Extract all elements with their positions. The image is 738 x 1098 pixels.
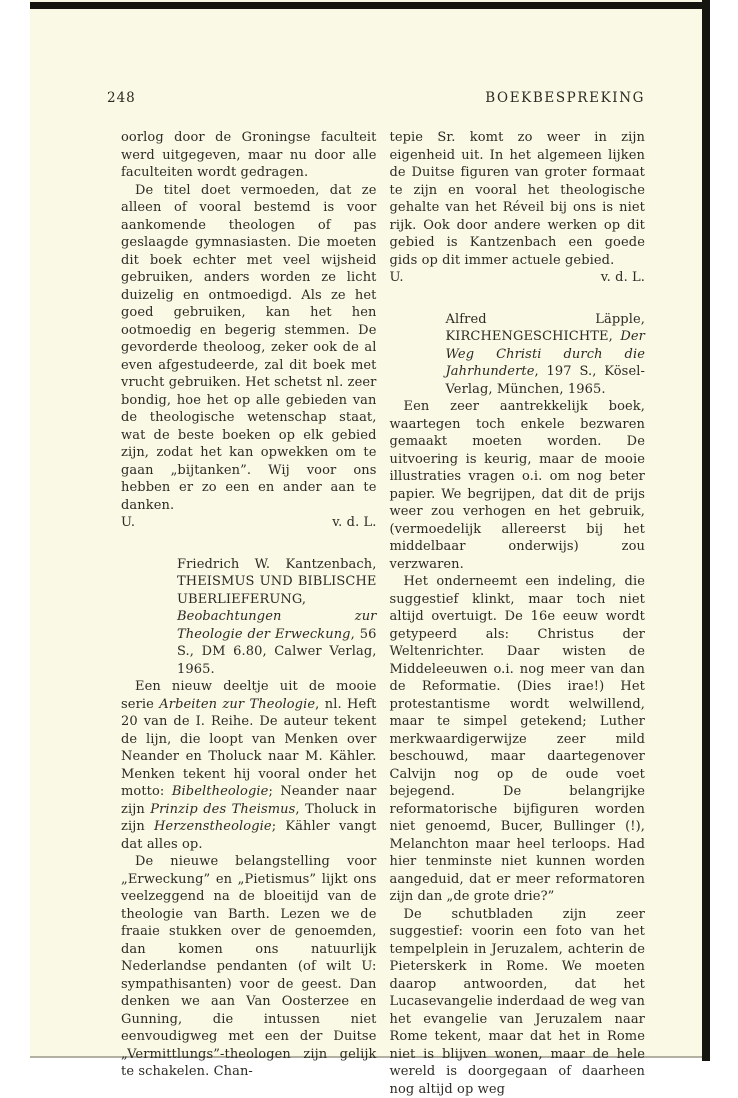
page-header [107,90,645,106]
signature-row [121,514,377,532]
right-column [390,129,646,1098]
book-page-scan [30,0,702,1058]
paragraph: De schutbladen zijn zeer suggestief: voorin een foto van het tempelplein in Jeruzalem, achterin de Pieterskerk in Rome. We moeten daarop antwoorden, dat het Lucasevangelie inderdaad de weg van het evangelie van Jeruzalem naar Rome tekent, maar dat het in Rome niet is blijven wonen, maar de hele wereld is doorgegaan of daarheen nog altijd op weg [390,906,646,1098]
paragraph: De nieuwe belangstelling voor „Erweckung” en „Pietismus” lijkt ons veelzeggend na de bloeitijd van de theologie van Barth. Lezen we de fraaie stukken over de genoemden, dan komen ons natuurlijk Nederlandse pendanten (of wilt U: sympathisanten) voor de geest. Dan denken we aan Van Oosterzee en Gunning, die intussen niet eenvoudigweg met een der Duitse „Vermittlungs”-theologen zijn gelijk te schakelen. Chan- [121,853,377,1081]
paragraph-continuation: tepie Sr. komt zo weer in zijn eigenheid uit. In het algemeen lijken de Duitse figuren van groter formaat te zijn en vooral het theologische gehalte van het Réveil bij ons is niet rijk. Ook door andere werken op dit gebied is Kantzenbach een goede gids op dit immer actuele gebied. [390,129,646,269]
paragraph-continuation: oorlog door de Groningse faculteit werd uitgegeven, maar nu door alle faculteiten wordt gedragen. [121,129,377,182]
book-citation-lapple: Alfred Läpple, KIRCHENGESCHICHTE, Der Weg Christi durch die Jahrhunderte, 197 S., Kösel-Verlag, München, 1965. [446,311,646,399]
signature-reviewer-initials: v. d. L. [601,269,645,287]
page-right-edge-bar [702,0,710,1061]
left-column [121,129,377,1098]
signature-row [390,269,646,287]
text-columns [121,129,645,1098]
signature-reviewer-initials: v. d. L. [332,514,376,532]
paragraph: Het onderneemt een indeling, die suggestief klinkt, maar toch niet altijd overtuigt. De 16e eeuw wordt getypeerd als: Christus der Weltenrichter. Daar wisten de Middeleeuwen o.i. nog meer van dan de Reformatie. (Dies irae!) Het protestantisme wordt welwillend, maar te simpel getekend; Luther merkwaardigerwijze zeer mild beschouwd, maar daartegenover Calvijn nog op de oude voet bejegend. De belangrijke reformatorische bijfiguren worden niet genoemd, Bucer, Bullinger (!), Melanchton maar heel terloops. Had hier tenminste niet kunnen worden aangeduid, dat er meer reformatoren zijn dan „de grote drie?” [390,573,646,906]
page-number: 248 [107,90,136,106]
page-top-edge-bar [30,2,702,9]
paragraph: Een zeer aantrekkelijk boek, waartegen toch enkele bezwaren gemaakt moeten worden. De uitvoering is keurig, maar de mooie illustraties vragen o.i. om nog beter papier. We begrijpen, dat dit de prijs weer zou verhogen en het gebruik, (vermoedelijk allereerst bij het middelbaar onderwijs) zou verzwaren. [390,398,646,573]
signature-initial: U. [121,514,135,532]
running-title: BOEKBESPREKING [485,90,645,106]
paragraph: Een nieuw deeltje uit de mooie serie Arbeiten zur Theologie, nl. Heft 20 van de I. Reihe. De auteur tekent de lijn, die loopt van Menken over Neander en Tholuck naar M. Kähler. Menken tekent hij vooral onder het motto: Bibeltheologie; Neander naar zijn Prinzip des Theismus, Tholuck in zijn Herzenstheologie; Kähler vangt dat alles op. [121,678,377,853]
signature-initial: U. [390,269,404,287]
paragraph: De titel doet vermoeden, dat ze alleen of vooral bestemd is voor aankomende theologen of pas geslaagde gymnasiasten. Die moeten dit boek echter met veel wijsheid gebruiken, anders worden ze licht duizelig en ontmoedigd. Als ze het goed gebruiken, kan het hen ootmoedig en begerig stemmen. De gevorderde theoloog, zeker ook de al even afgestudeerde, zal dit boek met vrucht gebruiken. Het schetst nl. zeer bondig, hoe het op alle gebieden van de theologische wetenschap staat, wat de beste boeken op elk gebied zijn, zodat het kan opwekken om te gaan „bijtanken”. Wij voor ons hebben er zo een en ander aan te danken. [121,182,377,515]
book-citation-kantzenbach: Friedrich W. Kantzenbach, THEISMUS UND BIBLISCHE UBERLIEFERUNG, Beobachtungen zur Theologie der Erweckung, 56 S., DM 6.80, Calwer Verlag, 1965. [177,556,377,679]
